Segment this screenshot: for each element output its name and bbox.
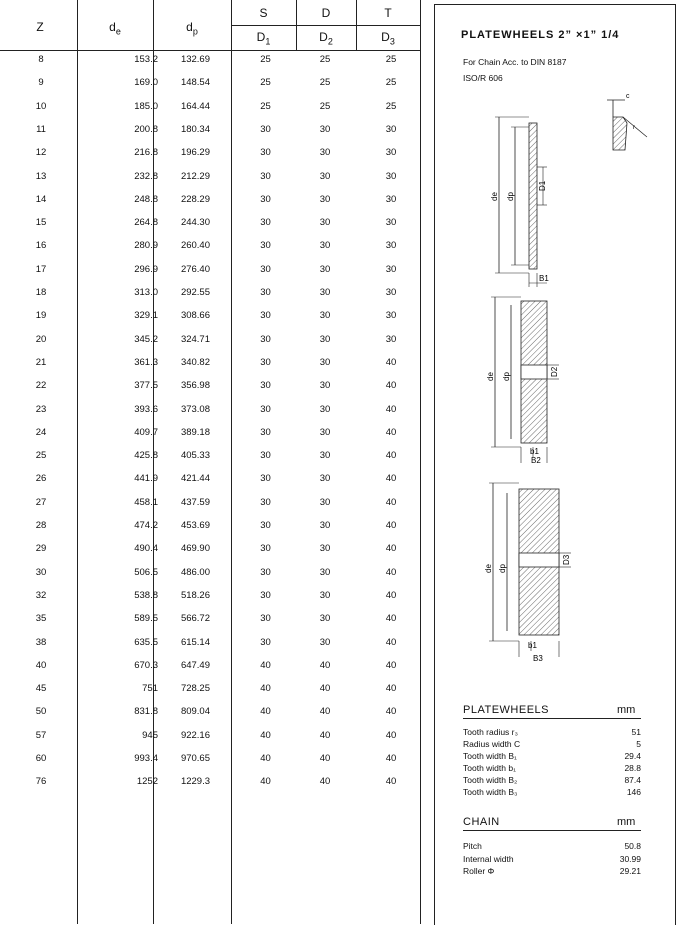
cell-dp: 196.29 (180, 147, 210, 159)
cell-d: 30 (319, 170, 331, 182)
cell-dp: 518.26 (180, 589, 210, 601)
cell-de: 409.7 (134, 426, 158, 438)
cell-s: 30 (260, 566, 271, 578)
label-de-3: de (484, 564, 493, 573)
spec-label: Tooth width b₁ (463, 763, 516, 773)
table-row (0, 702, 420, 725)
cell-t: 30 (385, 240, 397, 252)
cell-z: 50 (35, 706, 47, 718)
spec-value: 50.8 (624, 841, 641, 851)
cell-t: 40 (385, 659, 397, 671)
cell-dp: 292.55 (180, 287, 210, 298)
cell-t: 40 (385, 450, 397, 462)
cell-z: 13 (35, 170, 47, 182)
cell-s: 30 (260, 520, 271, 531)
cell-t: 40 (385, 636, 397, 648)
cell-t: 40 (385, 403, 397, 415)
cell-de: 361.3 (134, 356, 158, 368)
cell-d: 25 (319, 54, 331, 65)
tooth-profile-detail (607, 93, 647, 150)
cell-t: 40 (385, 729, 397, 741)
cell-de: 635.5 (134, 636, 158, 648)
cell-dp: 970.65 (180, 753, 210, 764)
spec-value: 87.4 (624, 775, 641, 785)
cell-d: 40 (319, 706, 331, 718)
cell-s: 40 (260, 706, 271, 718)
label-de-2: de (486, 372, 495, 381)
cell-s: 30 (260, 310, 271, 322)
table-row (0, 749, 420, 772)
table-row (0, 516, 420, 539)
cell-s: 40 (260, 659, 271, 671)
cell-z: 20 (35, 333, 47, 345)
cell-de: 945 (142, 729, 158, 741)
spec-value: 5 (636, 739, 641, 749)
cell-s: 30 (260, 473, 271, 485)
triple-sprocket-drawing (484, 483, 571, 663)
spec-row (463, 763, 641, 775)
table-row (0, 633, 420, 656)
cell-d: 30 (319, 403, 331, 415)
label-dp-1: dp (506, 192, 515, 201)
cell-de: 993.4 (134, 753, 158, 764)
header-de: $d_e$ (109, 20, 121, 37)
cell-d: 40 (319, 659, 331, 671)
cell-t: 25 (385, 100, 397, 112)
spec-value: 146 (626, 787, 641, 797)
cell-dp: 373.08 (180, 403, 210, 415)
cell-dp: 228.29 (180, 193, 210, 205)
cell-t: 40 (385, 520, 397, 531)
cell-z: 8 (38, 54, 44, 65)
cell-z: 38 (35, 636, 47, 648)
spec-value: 29.4 (624, 751, 641, 761)
label-d3: D3 (562, 554, 571, 565)
cell-s: 30 (260, 403, 271, 415)
cell-de: 490.4 (134, 543, 158, 555)
spec-row (463, 854, 641, 866)
cell-t: 40 (385, 753, 397, 764)
cell-s: 30 (260, 380, 271, 392)
spec-value: 29.21 (619, 866, 641, 876)
panel-title: PLATEWHEELS 2” ×1” 1/4 (461, 29, 620, 41)
cell-de: 313.0 (134, 287, 158, 298)
cell-d: 30 (319, 520, 331, 531)
cell-s: 25 (260, 77, 271, 89)
cell-s: 25 (260, 100, 271, 112)
cell-z: 35 (35, 613, 47, 625)
cell-s: 30 (260, 333, 271, 345)
cell-t: 40 (385, 496, 397, 508)
cell-z: 9 (38, 77, 44, 89)
cell-d: 30 (319, 496, 331, 508)
cell-z: 24 (35, 426, 47, 438)
cell-z: 29 (35, 543, 47, 555)
sprocket-drawings (435, 5, 675, 695)
cell-s: 30 (260, 287, 271, 298)
spec-row (463, 775, 641, 787)
table-row (0, 656, 420, 679)
spec-value: 30.99 (619, 853, 641, 864)
cell-dp: 647.49 (180, 659, 210, 671)
header-z: Z (36, 20, 44, 34)
cell-s: 30 (260, 217, 271, 229)
table-row (0, 493, 420, 516)
spec-label: Radius width C (463, 739, 521, 749)
label-de-1: de (490, 192, 499, 201)
cell-z: 57 (35, 729, 47, 741)
cell-de: 185.0 (134, 100, 158, 112)
cell-z: 23 (35, 403, 47, 415)
cell-s: 30 (260, 426, 271, 438)
cell-t: 40 (385, 356, 397, 368)
cell-de: 474.2 (134, 520, 158, 531)
table-row (0, 539, 420, 562)
cell-d: 30 (319, 240, 331, 252)
cell-z: 32 (35, 589, 47, 601)
label-d1: D1 (538, 180, 547, 191)
cell-t: 40 (385, 776, 397, 788)
cell-t: 30 (385, 263, 397, 275)
cell-z: 21 (35, 356, 47, 368)
cell-dp: 132.69 (180, 54, 210, 65)
cell-de: 169.0 (134, 77, 158, 89)
cell-z: 17 (35, 263, 47, 275)
cell-z: 18 (35, 287, 47, 298)
spec-label: Pitch (463, 841, 482, 851)
table-row (0, 563, 420, 586)
cell-t: 40 (385, 426, 397, 438)
cell-t: 30 (385, 193, 397, 205)
label-d2: D2 (550, 366, 559, 377)
label-dp-2: dp (502, 372, 511, 381)
cell-dp: 148.54 (180, 77, 210, 89)
cell-dp: 421.44 (180, 473, 210, 485)
cell-s: 40 (260, 776, 271, 788)
header-divider (231, 25, 420, 26)
cell-dp: 486.00 (180, 566, 210, 578)
label-b1-single: B1 (539, 274, 549, 283)
table-row (0, 190, 420, 213)
cell-de: 441.9 (134, 473, 158, 485)
cell-dp: 212.29 (180, 170, 210, 182)
cell-z: 25 (35, 450, 47, 462)
table-row (0, 120, 420, 143)
cell-t: 40 (385, 589, 397, 601)
table-row (0, 73, 420, 96)
table-row (0, 283, 420, 306)
cell-t: 40 (385, 543, 397, 555)
cell-t: 30 (385, 310, 397, 322)
header-d3: $D_3$ (381, 30, 395, 47)
table-row (0, 609, 420, 632)
cell-t: 40 (385, 380, 397, 392)
table-row (0, 236, 420, 259)
cell-z: 22 (35, 380, 47, 392)
cell-t: 40 (385, 566, 397, 578)
spec-row (463, 787, 641, 799)
cell-dp: 356.98 (180, 380, 210, 392)
double-sprocket-drawing (486, 297, 559, 465)
cell-s: 30 (260, 543, 271, 555)
cell-dp: 453.69 (180, 520, 210, 531)
cell-s: 30 (260, 263, 271, 275)
single-sprocket-drawing (490, 117, 549, 287)
cell-de: 751 (142, 683, 158, 695)
cell-dp: 728.25 (180, 683, 210, 695)
cell-z: 12 (35, 147, 47, 159)
spec-value: 28.8 (624, 763, 641, 773)
cell-de: 153.2 (134, 54, 158, 65)
header-d: D (321, 6, 331, 20)
platewheels-title: PLATEWHEELS (463, 704, 549, 716)
table-row (0, 772, 420, 795)
cell-t: 40 (385, 613, 397, 625)
cell-d: 30 (319, 636, 331, 648)
cell-z: 30 (35, 566, 47, 578)
cell-dp: 260.40 (180, 240, 210, 252)
cell-s: 30 (260, 123, 271, 135)
cell-z: 19 (35, 310, 47, 322)
cell-dp: 164.44 (180, 100, 210, 112)
cell-t: 30 (385, 287, 397, 298)
table-row (0, 97, 420, 120)
cell-t: 25 (385, 54, 397, 65)
cell-s: 30 (260, 496, 271, 508)
cell-d: 30 (319, 147, 331, 159)
spec-label: Tooth width B₂ (463, 775, 518, 785)
cell-dp: 276.40 (180, 263, 210, 275)
cell-de: 216.8 (134, 147, 158, 159)
spec-row (463, 751, 641, 763)
cell-de: 280.9 (134, 240, 158, 252)
label-b1-triple: b1 (528, 641, 537, 650)
cell-d: 30 (319, 589, 331, 601)
cell-de: 1252 (136, 776, 158, 788)
chain-title: CHAIN (463, 816, 500, 828)
cell-z: 15 (35, 217, 47, 229)
cell-d: 30 (319, 310, 331, 322)
label-c: c (626, 93, 630, 100)
cell-dp: 180.34 (180, 123, 210, 135)
table-row (0, 330, 420, 353)
cell-z: 10 (35, 100, 47, 112)
table-row (0, 306, 420, 329)
cell-d: 30 (319, 380, 331, 392)
cell-s: 40 (260, 753, 271, 764)
cell-t: 30 (385, 147, 397, 159)
cell-de: 200.8 (134, 123, 158, 135)
cell-d: 30 (319, 263, 331, 275)
cell-s: 40 (260, 729, 271, 741)
cell-z: 60 (35, 753, 47, 764)
cell-d: 30 (319, 356, 331, 368)
cell-d: 30 (319, 217, 331, 229)
cell-dp: 389.18 (180, 426, 210, 438)
cell-d: 40 (319, 753, 331, 764)
cell-s: 30 (260, 147, 271, 159)
cell-dp: 340.82 (180, 356, 210, 368)
table-row (0, 353, 420, 376)
cell-d: 30 (319, 193, 331, 205)
cell-s: 30 (260, 613, 271, 625)
cell-de: 329.1 (134, 310, 158, 322)
cell-de: 538.8 (134, 589, 158, 601)
spec-row (463, 841, 641, 853)
cell-d: 40 (319, 683, 331, 695)
cell-dp: 566.72 (180, 613, 210, 625)
cell-dp: 437.59 (180, 496, 210, 508)
cell-d: 30 (319, 123, 331, 135)
cell-de: 264.8 (134, 217, 158, 229)
spec-label: Internal width (463, 853, 514, 864)
spec-label: Roller Φ (463, 866, 495, 876)
cell-dp: 405.33 (180, 450, 210, 462)
cell-d: 25 (319, 77, 331, 89)
cell-z: 14 (35, 193, 47, 205)
table-row (0, 213, 420, 236)
cell-dp: 324.71 (180, 333, 210, 345)
table-row (0, 260, 420, 283)
cell-de: 831.8 (134, 706, 158, 718)
cell-t: 30 (385, 217, 397, 229)
cell-d: 30 (319, 543, 331, 555)
cell-z: 40 (35, 659, 47, 671)
header-d2: $D_2$ (319, 30, 333, 47)
table-row (0, 376, 420, 399)
cell-s: 30 (260, 356, 271, 368)
label-dp-3: dp (498, 564, 507, 573)
cell-de: 296.9 (134, 263, 158, 275)
label-r: r (633, 125, 635, 131)
cell-de: 589.5 (134, 613, 158, 625)
platewheels-unit: mm (617, 704, 636, 716)
table-row (0, 167, 420, 190)
iso-standard: ISO/R 606 (463, 73, 503, 83)
cell-de: 232.8 (134, 170, 158, 182)
cell-dp: 469.90 (180, 543, 210, 555)
cell-d: 30 (319, 426, 331, 438)
spec-label: Tooth width B₁ (463, 751, 517, 761)
cell-d: 30 (319, 333, 331, 345)
cell-t: 25 (385, 77, 397, 89)
spec-value: 51 (631, 727, 641, 737)
label-b2: B2 (531, 456, 541, 465)
table-row (0, 446, 420, 469)
cell-dp: 244.30 (180, 217, 210, 229)
cell-d: 40 (319, 776, 331, 788)
cell-t: 30 (385, 170, 397, 182)
cell-s: 30 (260, 170, 271, 182)
cell-de: 248.8 (134, 193, 158, 205)
cell-dp: 1229.3 (180, 776, 210, 788)
cell-t: 40 (385, 683, 397, 695)
cell-d: 30 (319, 450, 331, 462)
cell-de: 425.8 (134, 450, 158, 462)
cell-dp: 615.14 (180, 636, 210, 648)
cell-z: 45 (35, 683, 47, 695)
table-row (0, 423, 420, 446)
spec-panel (434, 4, 676, 925)
spec-row (463, 727, 641, 739)
cell-t: 30 (385, 123, 397, 135)
cell-s: 25 (260, 54, 271, 65)
cell-dp: 809.04 (180, 706, 210, 718)
table-row (0, 586, 420, 609)
cell-z: 27 (35, 496, 47, 508)
cell-d: 30 (319, 473, 331, 485)
table-row (0, 400, 420, 423)
cell-z: 76 (35, 776, 47, 788)
label-b1-double: b1 (530, 447, 539, 456)
section-divider (463, 830, 641, 831)
header-d1: $D_1$ (256, 30, 271, 47)
cell-t: 40 (385, 473, 397, 485)
header-dp: $d_p$ (186, 20, 198, 37)
cell-s: 30 (260, 450, 271, 462)
spec-row (463, 739, 641, 751)
cell-s: 30 (260, 240, 271, 252)
cell-de: 377.5 (134, 380, 158, 392)
cell-de: 506.5 (134, 566, 158, 578)
chain-standard: For Chain Acc. to DIN 8187 (463, 57, 567, 67)
cell-t: 30 (385, 333, 397, 345)
spec-row (463, 866, 641, 878)
cell-s: 40 (260, 683, 271, 695)
cell-t: 40 (385, 706, 397, 718)
cell-z: 11 (36, 123, 46, 135)
header-s: S (259, 6, 268, 20)
cell-z: 28 (35, 520, 47, 531)
cell-d: 40 (319, 729, 331, 741)
cell-s: 30 (260, 193, 271, 205)
cell-dp: 308.66 (180, 310, 210, 322)
table-row (0, 50, 420, 73)
table-row (0, 469, 420, 492)
cell-de: 393.6 (134, 403, 158, 415)
cell-z: 26 (35, 473, 47, 485)
header-t: T (384, 6, 392, 20)
cell-z: 16 (35, 240, 47, 252)
cell-s: 30 (260, 589, 271, 601)
table-row (0, 679, 420, 702)
cell-s: 30 (260, 636, 271, 648)
cell-de: 345.2 (134, 333, 158, 345)
cell-d: 30 (319, 287, 331, 298)
cell-dp: 922.16 (180, 729, 210, 741)
cell-de: 670.3 (134, 659, 158, 671)
spec-label: Tooth width B₃ (463, 787, 518, 797)
cell-d: 25 (319, 100, 331, 112)
section-divider (463, 718, 641, 719)
table-row (0, 726, 420, 749)
cell-d: 30 (319, 566, 331, 578)
chain-unit: mm (617, 816, 636, 828)
label-b3: B3 (533, 654, 543, 663)
spec-label: Tooth radius r₃ (463, 727, 518, 737)
cell-de: 458.1 (134, 496, 158, 508)
cell-d: 30 (319, 613, 331, 625)
table-row (0, 143, 420, 166)
